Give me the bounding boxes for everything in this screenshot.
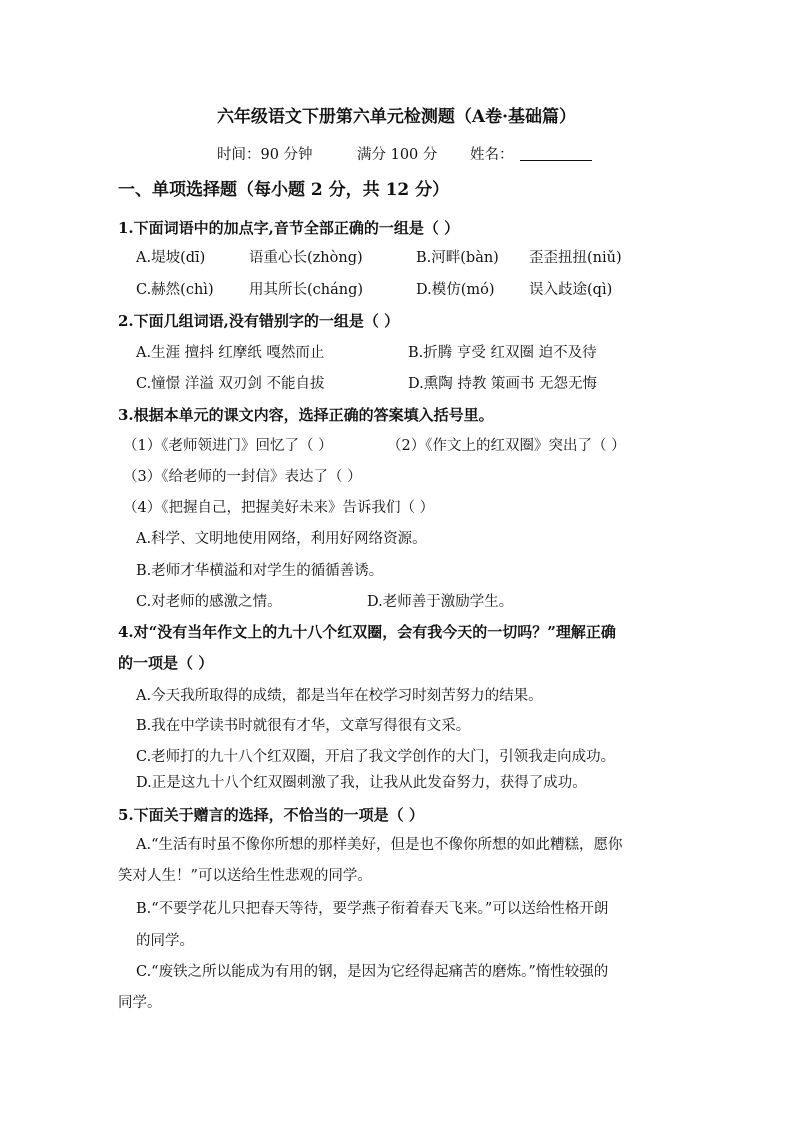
score-info: 满分 100 分: [357, 147, 438, 163]
q5-option-b: B.“不要学花儿只把春天等待，要学燕子衔着春天飞来。”可以送给性格开朗: [136, 901, 609, 917]
section-heading: 一、单项选择题（每小题 2 分，共 12 分）: [118, 180, 450, 200]
q5-option-b-cont: 的同学。: [136, 933, 194, 949]
q2-option-c: C.憧憬 洋溢 双刃剑 不能自拔: [136, 376, 325, 392]
question-2-stem: 2.下面几组词语,没有错别字的一组是（ ）: [118, 312, 400, 330]
q2-option-b: B.折腾 亨受 红双圈 迫不及待: [408, 345, 597, 361]
page-title: 六年级语文下册第六单元检测题（A卷·基础篇）: [216, 107, 577, 127]
q3-sub-4: （4）《把握自己，把握美好未来》告诉我们（ ）: [123, 500, 435, 516]
q1-option-c: C.赫然(chì): [136, 282, 214, 298]
q3-option-a: A.科学、文明地使用网络，利用好网络资源。: [136, 531, 427, 547]
q5-option-c-cont: 同学。: [118, 995, 162, 1011]
question-3-stem: 3.根据本单元的课文内容，选择正确的答案填入括号里。: [118, 406, 494, 424]
q5-option-a: A.“生活有时虽不像你所想的那样美好，但是也不像你所想的如此糟糕，愿你: [136, 837, 623, 853]
q4-option-d: D.正是这九十八个红双圈刺激了我，让我从此发奋努力，获得了成功。: [136, 775, 587, 791]
q4-option-a: A.今天我所取得的成绩，都是当年在校学习时刻苦努力的结果。: [136, 688, 543, 704]
q2-option-d: D.熏陶 持教 策画书 无怨无悔: [408, 376, 598, 392]
question-4-stem: 4.对“没有当年作文上的九十八个红双圈，会有我今天的一切吗？”理解正确: [118, 623, 616, 641]
q4-option-b: B.我在中学读书时就很有才华，文章写得很有文采。: [136, 718, 471, 734]
question-1-stem: 1.下面词语中的加点字,音节全部正确的一组是（ ）: [118, 219, 460, 237]
name-label: 姓名：: [470, 147, 514, 163]
q5-option-c: C.“废铁之所以能成为有用的钢，是因为它经得起痛苦的磨炼。”惰性较强的: [136, 964, 609, 980]
q1-option-b: B.河畔(bàn): [416, 250, 499, 266]
q3-sub-3: （3）《给老师的一封信》表达了（ ）: [123, 469, 362, 485]
q1-option-a: A.堤坡(dī): [136, 250, 206, 266]
name-field: [470, 145, 592, 165]
q1-option-a-word: 语重心长(zhòng): [249, 250, 363, 266]
question-4-stem-cont: 的一项是（ ）: [118, 654, 214, 672]
question-5-stem: 5.下面关于赠言的选择，不恰当的一项是（ ）: [118, 806, 424, 824]
q4-option-c: C.老师打的九十八个红双圈，开启了我文学创作的大门，引领我走向成功。: [136, 749, 616, 765]
q3-sub-2: （2）《作文上的红双圈》突出了（ ）: [387, 438, 626, 454]
q1-option-c-word: 用其所长(cháng): [249, 282, 364, 298]
q5-option-a-cont: 笑对人生！”可以送给生性悲观的同学。: [118, 868, 372, 884]
name-blank: [520, 146, 592, 161]
q1-option-d: D.模仿(mó): [416, 282, 495, 298]
q1-option-d-word: 误入歧途(qì): [529, 282, 613, 298]
q1-option-b-word: 歪歪扭扭(niǔ): [529, 250, 622, 266]
q3-option-b: B.老师才华横溢和对学生的循循善诱。: [136, 563, 384, 579]
q3-sub-1: （1）《老师领进门》回忆了（ ）: [123, 438, 333, 454]
q3-option-d: D.老师善于激励学生。: [367, 594, 514, 610]
q3-option-c: C.对老师的感激之情。: [136, 594, 282, 610]
q2-option-a: A.生涯 擅抖 红摩纸 嘎然而止: [136, 345, 325, 361]
time-info: 时间：90 分钟: [217, 147, 313, 163]
